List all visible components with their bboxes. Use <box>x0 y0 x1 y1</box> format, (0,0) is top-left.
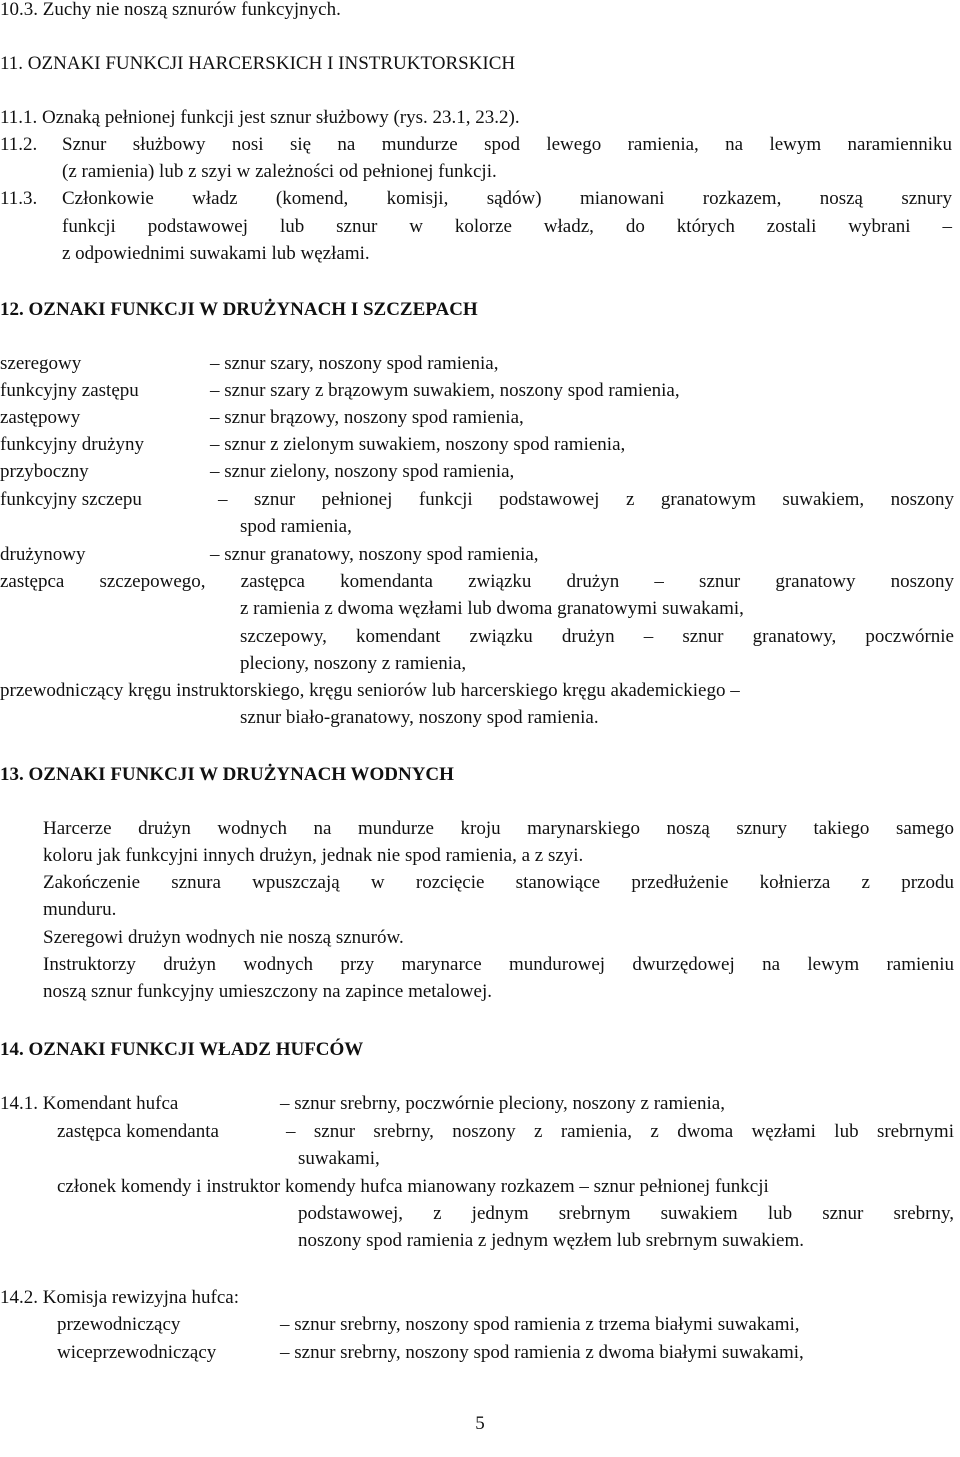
paragraph-line: z odpowiednimi suwakami lub węzłami. <box>62 243 370 264</box>
function-term: przewodniczący <box>57 1314 181 1335</box>
function-term: przyboczny <box>0 461 89 482</box>
function-term: funkcyjny szczepu <box>0 489 142 510</box>
function-description: – sznur srebrny, noszony spod ramienia z dwoma białymi suwakami, <box>280 1342 804 1363</box>
function-description: spod ramienia, <box>240 516 352 537</box>
paragraph-line: z ramienia z dwoma węzłami lub dwoma granatowymi suwakami, <box>240 598 744 619</box>
section-number: 11.3. <box>0 188 38 209</box>
paragraph-line: Zakończenie sznura wpuszczają w rozcięcie stanowiące przedłużenie kołnierza z przodu <box>43 872 954 893</box>
heading-11: 11. OZNAKI FUNKCJI HARCERSKICH I INSTRUKTORSKICH <box>0 53 516 74</box>
function-term: zastępca komendanta <box>57 1121 219 1142</box>
function-description: – sznur srebrny, noszony spod ramienia z trzema białymi suwakami, <box>280 1314 800 1335</box>
paragraph-line: Sznur służbowy nosi się na mundurze spod lewego ramienia, na lewym naramienniku <box>62 134 952 155</box>
paragraph-line: członek komendy i instruktor komendy hufca mianowany rozkazem – sznur pełnionej funkcji <box>57 1176 769 1197</box>
paragraph-line: pleciony, noszony z ramienia, <box>240 653 467 674</box>
section-10-3: 10.3. Zuchy nie noszą sznurów funkcyjnych. <box>0 0 341 20</box>
paragraph-line: zastępca szczepowego, zastępca komendanta związku drużyn – sznur granatowy noszony <box>0 571 954 592</box>
paragraph-line: (z ramienia) lub z szyi w zależności od pełnionej funkcji. <box>62 161 497 182</box>
function-term: funkcyjny zastępu <box>0 380 139 401</box>
heading-14: 14. OZNAKI FUNKCJI WŁADZ HUFCÓW <box>0 1039 364 1060</box>
function-term: funkcyjny drużyny <box>0 434 145 455</box>
function-description: – sznur srebrny, noszony z ramienia, z dwoma węzłami lub srebrnymi <box>286 1121 954 1142</box>
paragraph-line: noszą sznur funkcyjny umieszczony na zapince metalowej. <box>43 981 492 1002</box>
function-description: suwakami, <box>298 1148 380 1169</box>
paragraph-line: funkcji podstawowej lub sznur w kolorze władz, do których zostali wybrani – <box>62 216 952 237</box>
function-term: szeregowy <box>0 353 82 374</box>
function-description: – sznur pełnionej funkcji podstawowej z granatowym suwakiem, noszony <box>218 489 954 510</box>
page-number: 5 <box>475 1413 485 1434</box>
section-11-1: 11.1. Oznaką pełnionej funkcji jest sznur służbowy (rys. 23.1, 23.2). <box>0 107 520 128</box>
function-term: wiceprzewodniczący <box>57 1342 217 1363</box>
function-term: drużynowy <box>0 544 86 565</box>
paragraph-line: Harcerze drużyn wodnych na mundurze kroju marynarskiego noszą sznury takiego samego <box>43 818 954 839</box>
function-description: – sznur zielony, noszony spod ramienia, <box>210 461 515 482</box>
section-title: 14.2. Komisja rewizyjna hufca: <box>0 1287 240 1308</box>
paragraph-line: munduru. <box>43 899 117 920</box>
function-description: – sznur brązowy, noszony spod ramienia, <box>210 407 524 428</box>
function-description: – sznur szary z brązowym suwakiem, noszony spod ramienia, <box>210 380 680 401</box>
paragraph-line: sznur biało-granatowy, noszony spod ramienia. <box>240 707 599 728</box>
paragraph-line: Członkowie władz (komend, komisji, sądów) mianowani rozkazem, noszą sznury <box>62 188 952 209</box>
paragraph-line: noszony spod ramienia z jednym węzłem lub srebrnym suwakiem. <box>298 1230 805 1251</box>
paragraph-line: podstawowej, z jednym srebrnym suwakiem lub sznur srebrny, <box>298 1203 954 1224</box>
function-description: – sznur srebrny, poczwórnie pleciony, noszony z ramienia, <box>280 1093 725 1114</box>
paragraph-line: Szeregowi drużyn wodnych nie noszą sznurów. <box>43 927 404 948</box>
function-description: – sznur granatowy, noszony spod ramienia, <box>210 544 539 565</box>
function-term: zastępowy <box>0 407 81 428</box>
paragraph-line: szczepowy, komendant związku drużyn – sznur granatowy, poczwórnie <box>240 626 954 647</box>
paragraph-line: Instruktorzy drużyn wodnych przy marynarce mundurowej dwurzędowej na lewym ramieniu <box>43 954 954 975</box>
heading-13: 13. OZNAKI FUNKCJI W DRUŻYNACH WODNYCH <box>0 764 454 785</box>
function-description: – sznur z zielonym suwakiem, noszony spod ramienia, <box>210 434 626 455</box>
paragraph-line: przewodniczący kręgu instruktorskiego, kręgu seniorów lub harcerskiego kręgu akademickiego – <box>0 680 740 701</box>
heading-12: 12. OZNAKI FUNKCJI W DRUŻYNACH I SZCZEPACH <box>0 299 478 320</box>
function-term: 14.1. Komendant hufca <box>0 1093 179 1114</box>
function-description: – sznur szary, noszony spod ramienia, <box>210 353 499 374</box>
section-number: 11.2. <box>0 134 38 155</box>
paragraph-line: koloru jak funkcyjni innych drużyn, jednak nie spod ramienia, a z szyi. <box>43 845 584 866</box>
